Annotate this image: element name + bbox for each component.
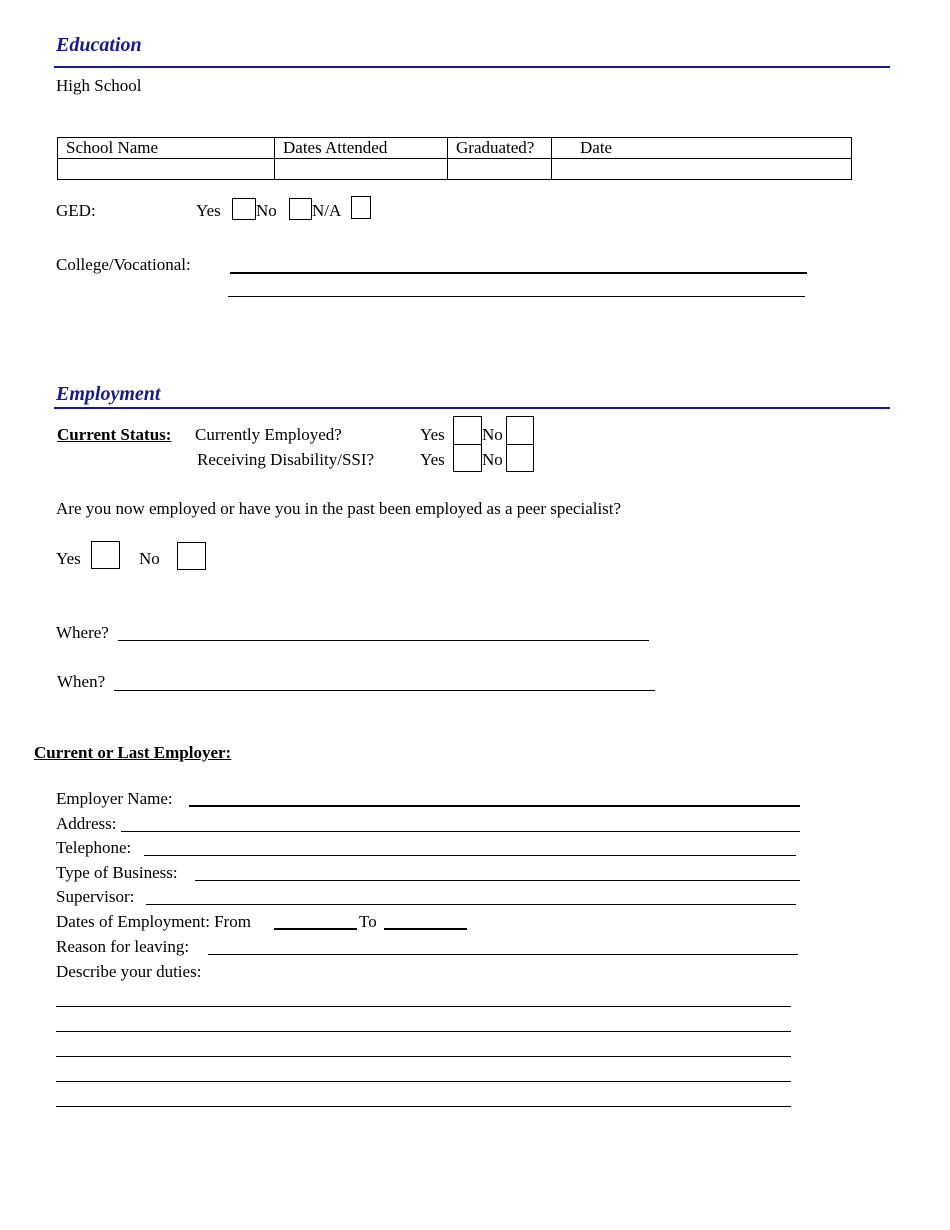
employer-heading: Current or Last Employer: [34, 743, 232, 762]
duties-line[interactable] [56, 1106, 791, 1107]
table-header-row [58, 138, 852, 159]
where-line[interactable] [118, 640, 649, 641]
table-row [58, 159, 852, 180]
employed-yes-checkbox[interactable] [453, 416, 482, 445]
graduated-cell[interactable] [448, 159, 552, 180]
currently-employed-label: Currently Employed? [195, 425, 342, 444]
ged-yes-label: Yes [196, 201, 221, 220]
supervisor-line[interactable] [146, 904, 796, 905]
peer-yes-label: Yes [56, 549, 81, 568]
high-school-table [57, 137, 852, 180]
when-label: When? [57, 672, 106, 691]
college-label: College/Vocational: [56, 255, 191, 274]
date-from-line[interactable] [274, 928, 357, 930]
disability-no-label: No [482, 450, 503, 469]
disability-yes-label: Yes [420, 450, 445, 469]
peer-yes-checkbox[interactable] [91, 541, 120, 569]
duties-line[interactable] [56, 1031, 791, 1032]
duties-line[interactable] [56, 1081, 791, 1082]
ged-na-label: N/A [312, 201, 342, 220]
school-name-header: School Name [58, 138, 275, 159]
college-line-1[interactable] [230, 272, 807, 274]
telephone-line[interactable] [144, 855, 796, 856]
supervisor-label: Supervisor: [56, 887, 135, 906]
duties-label: Describe your duties: [56, 962, 202, 981]
disability-label: Receiving Disability/SSI? [197, 450, 375, 469]
school-name-cell[interactable] [58, 159, 275, 180]
graduated-header: Graduated? [448, 138, 552, 159]
ged-no-label: No [256, 201, 277, 220]
employer-name-label: Employer Name: [56, 789, 173, 808]
disability-no-checkbox[interactable] [506, 444, 534, 472]
business-type-line[interactable] [195, 880, 800, 881]
date-to-line[interactable] [384, 928, 467, 930]
education-divider [54, 66, 890, 68]
peer-no-label: No [139, 549, 160, 568]
dates-attended-header: Dates Attended [275, 138, 448, 159]
telephone-label: Telephone: [56, 838, 132, 857]
address-label: Address: [56, 814, 117, 833]
date-to-label: To [359, 912, 377, 931]
reason-line[interactable] [208, 954, 798, 955]
ged-yes-checkbox[interactable] [232, 198, 256, 220]
high-school-label: High School [56, 76, 142, 95]
date-header: Date [552, 138, 852, 159]
reason-label: Reason for leaving: [56, 937, 190, 956]
employment-heading: Employment [56, 383, 161, 405]
employed-no-checkbox[interactable] [506, 416, 534, 445]
ged-label: GED: [56, 201, 96, 220]
peer-specialist-question: Are you now employed or have you in the past been employed as a peer specialist? [56, 499, 622, 518]
employment-divider [54, 407, 890, 409]
education-heading: Education [56, 34, 142, 56]
college-line-2[interactable] [228, 296, 805, 297]
address-line[interactable] [121, 831, 800, 832]
employer-name-line[interactable] [189, 805, 800, 807]
duties-line[interactable] [56, 1056, 791, 1057]
employed-no-label: No [482, 425, 503, 444]
ged-na-checkbox[interactable] [351, 196, 371, 219]
disability-yes-checkbox[interactable] [453, 444, 482, 472]
business-type-label: Type of Business: [56, 863, 178, 882]
duties-line[interactable] [56, 1006, 791, 1007]
ged-no-checkbox[interactable] [289, 198, 312, 220]
current-status-label: Current Status: [57, 425, 172, 444]
employment-dates-label: Dates of Employment: From [56, 912, 252, 931]
when-line[interactable] [114, 690, 655, 691]
date-cell[interactable] [552, 159, 852, 180]
where-label: Where? [56, 623, 109, 642]
employed-yes-label: Yes [420, 425, 445, 444]
dates-attended-cell[interactable] [275, 159, 448, 180]
peer-no-checkbox[interactable] [177, 542, 206, 570]
